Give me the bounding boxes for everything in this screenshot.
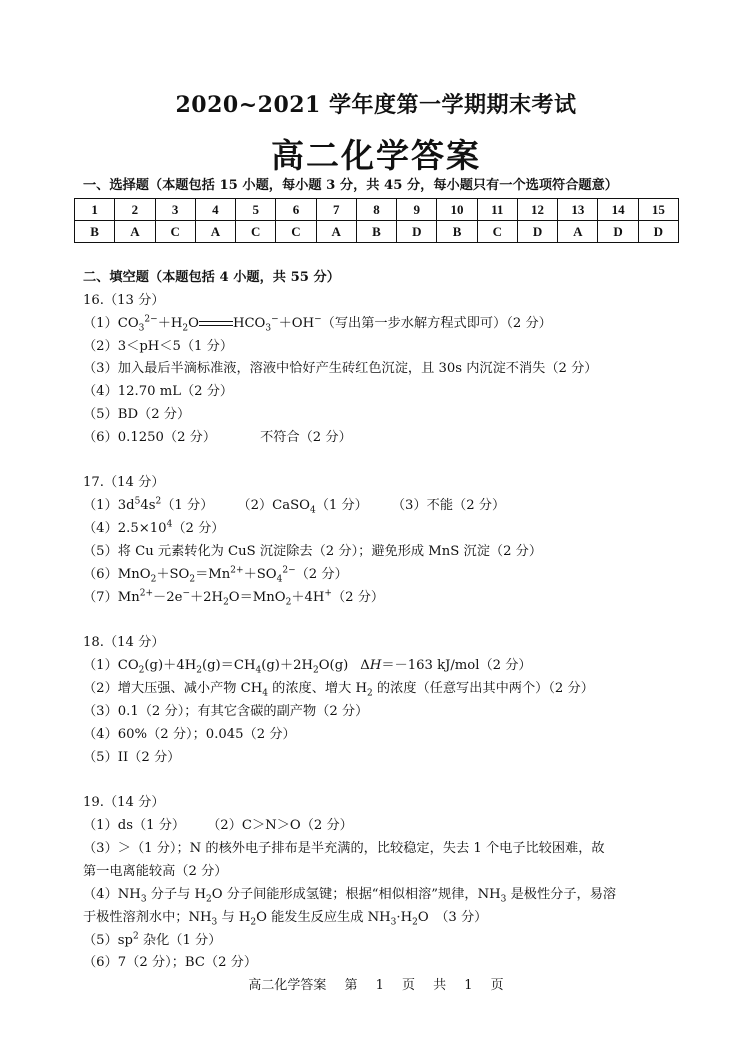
exam-title: 2020~2021 学年度第一学期期末考试 [175, 92, 577, 118]
q18-answer-3: （3）0.1（2 分）；有其它含碳的副产物（2 分） [83, 704, 369, 719]
table-cell: A [195, 221, 235, 243]
q16-heading: 16.（13 分） [83, 293, 165, 308]
table-cell: C [477, 221, 517, 243]
equilibrium-arrow-icon [199, 319, 233, 329]
table-cell: 13 [558, 199, 598, 221]
table-cell: 11 [477, 199, 517, 221]
table-cell: A [558, 221, 598, 243]
q17-heading: 17.（14 分） [83, 475, 165, 490]
q17-answer-5: $(7)Mn^{2+}-2e^-+2H_2O=MnO_2+4H^+(2$ 分） [83, 588, 385, 608]
q19-answer-3-line2: 第一电离能较高（2 分） [83, 864, 228, 879]
table-cell: B [75, 221, 115, 243]
table-cell: A [316, 221, 356, 243]
q17-answer-4: $(6)MnO_2+SO_2=Mn^{2+}+SO_4^{2-}(2$ 分） [83, 565, 348, 585]
table-cell: B [437, 221, 477, 243]
answer-row [75, 221, 679, 243]
q16-answer-4: （4）12.70 mL（2 分） [83, 384, 234, 399]
section2-heading: 二、填空题（本题包括 4 小题，共 55 分） [83, 270, 340, 285]
table-cell: C [155, 221, 195, 243]
q19-heading: 19.（14 分） [83, 795, 165, 810]
table-cell: 4 [195, 199, 235, 221]
table-cell: 7 [316, 199, 356, 221]
q19-answer-6: （6）7（2 分）；BC（2 分） [83, 955, 258, 970]
table-cell: 6 [276, 199, 316, 221]
table-cell: 2 [115, 199, 155, 221]
section1-heading: 一、选择题（本题包括 15 小题，每小题 3 分，共 45 分，每小题只有一个选项符合题意） [83, 178, 618, 193]
table-cell: B [356, 221, 396, 243]
q18-heading: 18.（14 分） [83, 635, 165, 650]
table-cell: 8 [356, 199, 396, 221]
table-cell: C [236, 221, 276, 243]
table-cell: 9 [397, 199, 437, 221]
page-title: 高二化学答案 [271, 136, 481, 175]
table-cell: D [638, 221, 678, 243]
q16-answer-1: $(1)CO_3^{2-}+H_2O$ $HCO_3^-+OH^-$（写出第一步水解方程式即可）（2 分） [83, 314, 552, 334]
q16-answer-2: （2）3＜pH＜5（1 分） [83, 339, 234, 354]
table-cell: 5 [236, 199, 276, 221]
q16-answer-3: （3）加入最后半滴标准液，溶液中恰好产生砖红色沉淀，且 30s 内沉淀不消失（2 分） [83, 361, 598, 376]
table-cell: D [598, 221, 638, 243]
q19-answer-1: （1）ds（1 分） （2）C＞N＞O（2 分） [83, 818, 353, 833]
table-cell: C [276, 221, 316, 243]
question-number-row [75, 199, 679, 221]
q19-answer-4-line1: $(4)NH_3$ 分子与 $H_2O$ 分子间能形成氢键；根据“相似相溶”规律，$NH_3$ 是极性分子，易溶 [83, 887, 617, 905]
q17-answer-2: $(4)2.5\times 10^4(2$ 分） [83, 519, 225, 536]
table-cell: 12 [517, 199, 557, 221]
page-footer: 高二化学答案 第 1 页 共 1 页 [248, 978, 504, 993]
table-cell: D [517, 221, 557, 243]
q18-answer-4: （4）60%（2 分）；0.045（2 分） [83, 727, 296, 742]
q17-answer-3: （5）将 Cu 元素转化为 CuS 沉淀除去（2 分）；避免形成 MnS 沉淀（2 分） [83, 544, 543, 559]
q19-answer-3-line1: （3）＞（1 分）；N 的核外电子排布是半充满的，比较稳定，失去 1 个电子比较困难，故 [83, 841, 605, 856]
choice-answer-table [74, 198, 679, 243]
q16-answer-5: （5）BD（2 分） [83, 407, 191, 422]
table-cell: 15 [638, 199, 678, 221]
q18-answer-1: $(1)CO_2(g)+4H_2(g)=CH_4(g)+2H_2O(g)$ ΔH＝－163 kJ/mol（2 分） [83, 658, 532, 676]
q19-answer-4-line2: 于极性溶剂水中；$NH_3$ 与 $H_2O$ 能发生反应生成 $NH_3\cdot H_2O$ （3 分） [83, 910, 488, 928]
table-cell: 10 [437, 199, 477, 221]
q18-answer-5: （5）II（2 分） [83, 750, 181, 765]
q17-answer-1: $(1)3d^54s^2(1$ 分） （2）CaSO$_4$（1 分） （3）不能（2 分） [83, 496, 506, 516]
q19-answer-5: $(5)sp^2$ 杂化（1 分） [83, 931, 222, 948]
table-cell: 3 [155, 199, 195, 221]
table-cell: A [115, 221, 155, 243]
q16-answer-6: （6）0.1250（2 分） 不符合（2 分） [83, 430, 352, 445]
table-cell: 1 [75, 199, 115, 221]
q18-answer-2: （2）增大压强、减小产物 $CH_4$ 的浓度、增大 $H_2$ 的浓度（任意写出其中两个）（2 分） [83, 681, 594, 699]
table-cell: D [397, 221, 437, 243]
table-cell: 14 [598, 199, 638, 221]
